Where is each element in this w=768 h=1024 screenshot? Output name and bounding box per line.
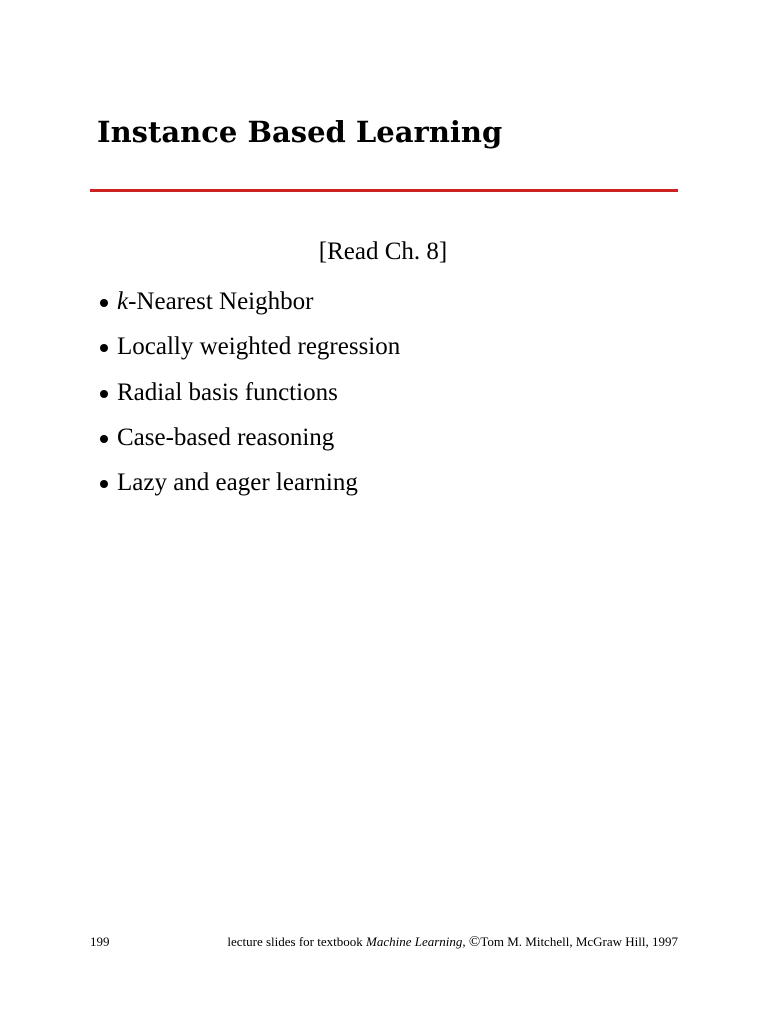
bullet-icon xyxy=(100,480,108,488)
list-item xyxy=(100,284,400,329)
topic-list xyxy=(100,284,400,510)
math-variable-k: k xyxy=(117,288,129,315)
list-item-label xyxy=(117,284,313,320)
page-number: 199 xyxy=(90,934,110,949)
credit-suffix: Tom M. Mitchell, McGraw Hill, 1997 xyxy=(480,934,678,949)
list-item xyxy=(100,375,400,420)
list-item-text: Radial basis functions xyxy=(117,378,338,406)
list-item-text: Case-based reasoning xyxy=(117,423,335,451)
list-item-text: Locally weighted regression xyxy=(117,333,401,361)
list-item xyxy=(100,465,400,510)
list-item xyxy=(100,420,400,465)
book-title: Machine Learning xyxy=(366,934,463,949)
bullet-icon xyxy=(100,344,108,352)
copyright-icon: © xyxy=(468,934,481,950)
credit-prefix: lecture slides for textbook xyxy=(227,934,366,949)
reading-assignment xyxy=(0,234,768,270)
slide-footer xyxy=(90,932,678,952)
reading-assignment-text: [Read Ch. 8] xyxy=(318,238,448,265)
bullet-icon xyxy=(100,435,108,443)
list-item-text: Lazy and eager learning xyxy=(117,469,358,497)
footer-credit xyxy=(227,932,678,952)
slide-title: Instance Based Learning xyxy=(97,115,503,149)
list-item-text: -Nearest Neighbor xyxy=(128,288,314,315)
bullet-icon xyxy=(100,390,108,398)
title-divider xyxy=(90,189,678,192)
credit-separator: , xyxy=(462,934,469,949)
bullet-icon xyxy=(100,299,108,307)
list-item xyxy=(100,329,400,374)
